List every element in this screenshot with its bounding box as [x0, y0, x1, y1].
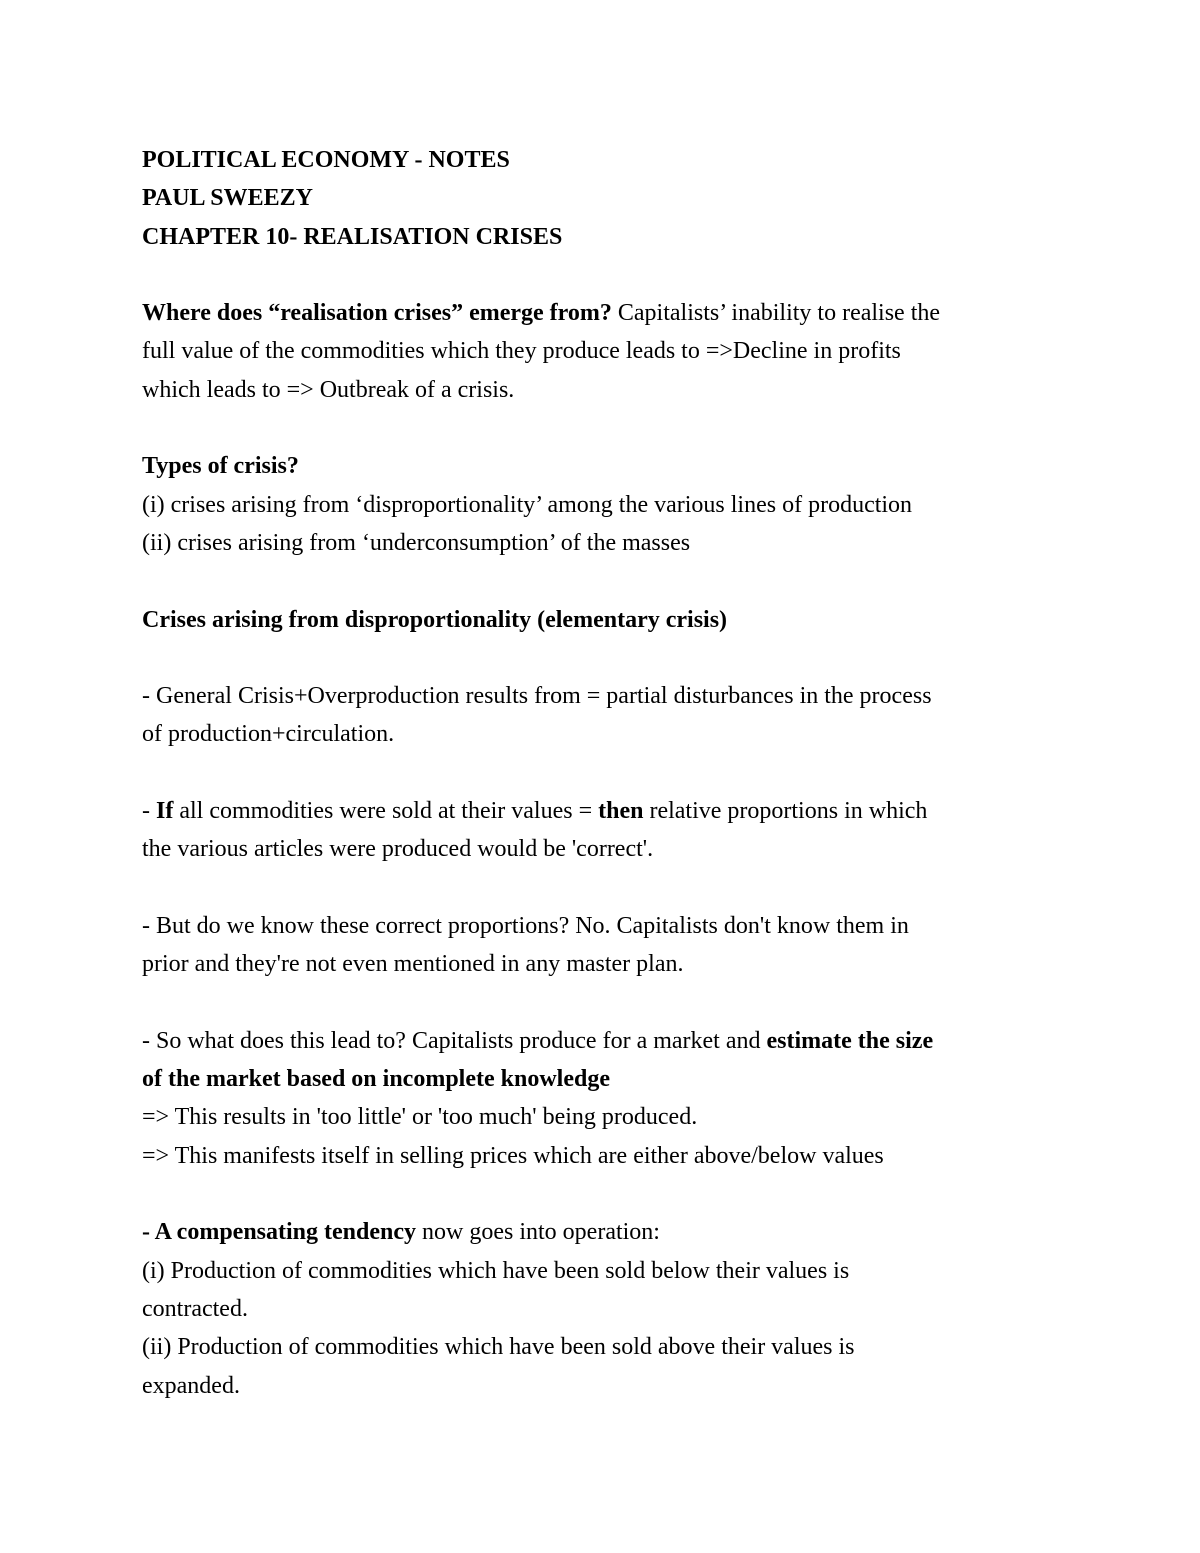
point-5-item-1-line-2: contracted.	[142, 1295, 248, 1322]
point-2-then: then	[598, 798, 644, 825]
spacer	[142, 754, 1062, 792]
spacer	[142, 562, 1062, 600]
doc-chapter: CHAPTER 10- REALISATION CRISES	[142, 223, 563, 250]
point-2-dash: -	[142, 798, 156, 825]
point-5-line-1	[142, 1213, 1062, 1251]
spacer	[142, 869, 1062, 907]
point-1-line-2: of production+circulation.	[142, 721, 395, 748]
spacer	[142, 1175, 1062, 1213]
intro-line-1	[142, 294, 1062, 332]
point-5-item-2-line-2: expanded.	[142, 1372, 240, 1399]
point-1-line-1: - General Crisis+Overproduction results from = partial disturbances in the process	[142, 683, 932, 710]
point-3-line-1: - But do we know these correct proportions? No. Capitalists don't know them in	[142, 912, 909, 939]
point-2-if: If	[156, 798, 174, 825]
intro-line-2: full value of the commodities which they produce leads to =>Decline in profits	[142, 338, 901, 365]
point-5-item-2-line-1: (ii) Production of commodities which have been sold above their values is	[142, 1334, 855, 1361]
point-4-line-1	[142, 1022, 1062, 1060]
point-5-rest: now goes into operation:	[416, 1219, 660, 1246]
point-3-line-2: prior and they're not even mentioned in any master plan.	[142, 951, 684, 978]
spacer	[142, 639, 1062, 677]
intro-answer-start: Capitalists’ inability to realise the	[611, 300, 941, 327]
point-5-item-1-line-1: (i) Production of commodities which have been sold below their values is	[142, 1257, 850, 1284]
doc-author: PAUL SWEEZY	[142, 185, 313, 212]
intro-line-3: which leads to => Outbreak of a crisis.	[142, 376, 515, 403]
types-item-1: (i) crises arising from ‘disproportionality’ among the various lines of production	[142, 491, 913, 518]
point-2-end: relative proportions in which	[643, 798, 928, 825]
point-5-bold: - A compensating tendency	[142, 1219, 417, 1246]
spacer	[142, 256, 1062, 294]
disproportionality-heading: Crises arising from disproportionality (elementary crisis)	[142, 606, 728, 633]
point-4-bold-start: estimate the size	[766, 1027, 934, 1054]
types-heading: Types of crisis?	[142, 453, 299, 480]
intro-question: Where does “realisation crises” emerge from?	[142, 300, 612, 327]
spacer	[142, 984, 1062, 1022]
point-2-mid: all commodities were sold at their values =	[173, 798, 599, 825]
doc-title: POLITICAL ECONOMY - NOTES	[142, 147, 510, 173]
point-4-line-4: => This manifests itself in selling prices which are either above/below values	[142, 1142, 884, 1169]
types-item-2: (ii) crises arising from ‘underconsumption’ of the masses	[142, 529, 691, 556]
point-2-line-2: the various articles were produced would be 'correct'.	[142, 836, 654, 863]
point-4-start: - So what does this lead to? Capitalists produce for a market and	[142, 1027, 767, 1054]
point-4-line-2: of the market based on incomplete knowledge	[142, 1066, 610, 1093]
point-2-line-1	[142, 792, 1062, 830]
spacer	[142, 409, 1062, 447]
document-body	[142, 141, 1062, 1405]
point-4-line-3: => This results in 'too little' or 'too much' being produced.	[142, 1104, 698, 1131]
